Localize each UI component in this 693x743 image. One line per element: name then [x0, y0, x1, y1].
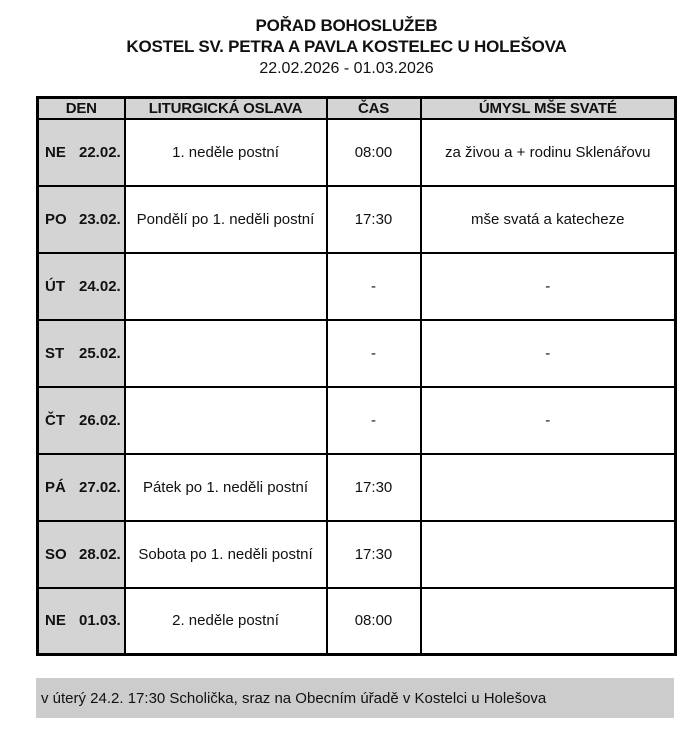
table-row [38, 588, 676, 655]
day-cell [38, 253, 125, 320]
intention-cell [421, 454, 676, 521]
day-date: 23.02. [79, 210, 121, 228]
table-row [38, 387, 676, 454]
celebration-cell [125, 387, 327, 454]
document-title: POŘAD BOHOSLUŽEB [255, 16, 438, 35]
day-cell [38, 454, 125, 521]
schedule-table [36, 96, 677, 656]
intention-cell: - [421, 387, 676, 454]
announcement-text: v úterý 24.2. 17:30 Scholička, sraz na Obecním úřadě v Kostelci u Holešova [41, 689, 547, 707]
table-header-row [38, 98, 676, 119]
table-row [38, 320, 676, 387]
title-block [0, 15, 693, 80]
day-cell [38, 387, 125, 454]
day-abbrev: SO [45, 545, 67, 563]
day-date: 24.02. [79, 277, 121, 295]
table-row [38, 186, 676, 253]
date-range: 22.02.2026 - 01.03.2026 [259, 60, 434, 77]
time-cell: 17:30 [327, 186, 421, 253]
celebration-cell: Pátek po 1. neděli postní [125, 454, 327, 521]
day-cell [38, 186, 125, 253]
day-abbrev: PO [45, 210, 67, 228]
day-abbrev: NE [45, 612, 66, 630]
intention-cell: za živou a + rodinu Sklenářovu [421, 119, 676, 186]
celebration-cell: Pondělí po 1. neděli postní [125, 186, 327, 253]
time-cell: 17:30 [327, 454, 421, 521]
day-date: 22.02. [79, 143, 121, 161]
day-abbrev: NE [45, 143, 66, 161]
celebration-cell: Sobota po 1. neděli postní [125, 521, 327, 588]
day-date: 26.02. [79, 411, 121, 429]
day-cell [38, 119, 125, 186]
column-header-den: DEN [38, 98, 125, 119]
day-abbrev: ČT [45, 411, 65, 429]
day-date: 28.02. [79, 545, 121, 563]
celebration-cell [125, 320, 327, 387]
celebration-cell: 2. neděle postní [125, 588, 327, 655]
day-cell [38, 320, 125, 387]
church-name: KOSTEL SV. PETRA A PAVLA KOSTELEC U HOLEŠOVA [126, 37, 567, 56]
day-date: 25.02. [79, 344, 121, 362]
intention-cell: - [421, 253, 676, 320]
day-abbrev: ÚT [45, 277, 65, 295]
time-cell: 08:00 [327, 588, 421, 655]
day-cell [38, 521, 125, 588]
table-row [38, 119, 676, 186]
day-date: 27.02. [79, 478, 121, 496]
announcement-note [36, 678, 674, 718]
day-abbrev: PÁ [45, 478, 66, 496]
time-cell: - [327, 253, 421, 320]
table-row [38, 253, 676, 320]
celebration-cell: 1. neděle postní [125, 119, 327, 186]
time-cell: 17:30 [327, 521, 421, 588]
column-header-umysl-mse-svate: ÚMYSL MŠE SVATÉ [421, 98, 676, 119]
celebration-cell [125, 253, 327, 320]
column-header-cas: ČAS [327, 98, 421, 119]
day-date: 01.03. [79, 612, 121, 630]
intention-cell: mše svatá a katecheze [421, 186, 676, 253]
time-cell: - [327, 320, 421, 387]
table-row [38, 521, 676, 588]
time-cell: 08:00 [327, 119, 421, 186]
intention-cell [421, 588, 676, 655]
day-abbrev: ST [45, 344, 65, 362]
day-cell [38, 588, 125, 655]
table-row [38, 454, 676, 521]
column-header-liturgicka-oslava: LITURGICKÁ OSLAVA [125, 98, 327, 119]
time-cell: - [327, 387, 421, 454]
intention-cell: - [421, 320, 676, 387]
intention-cell [421, 521, 676, 588]
